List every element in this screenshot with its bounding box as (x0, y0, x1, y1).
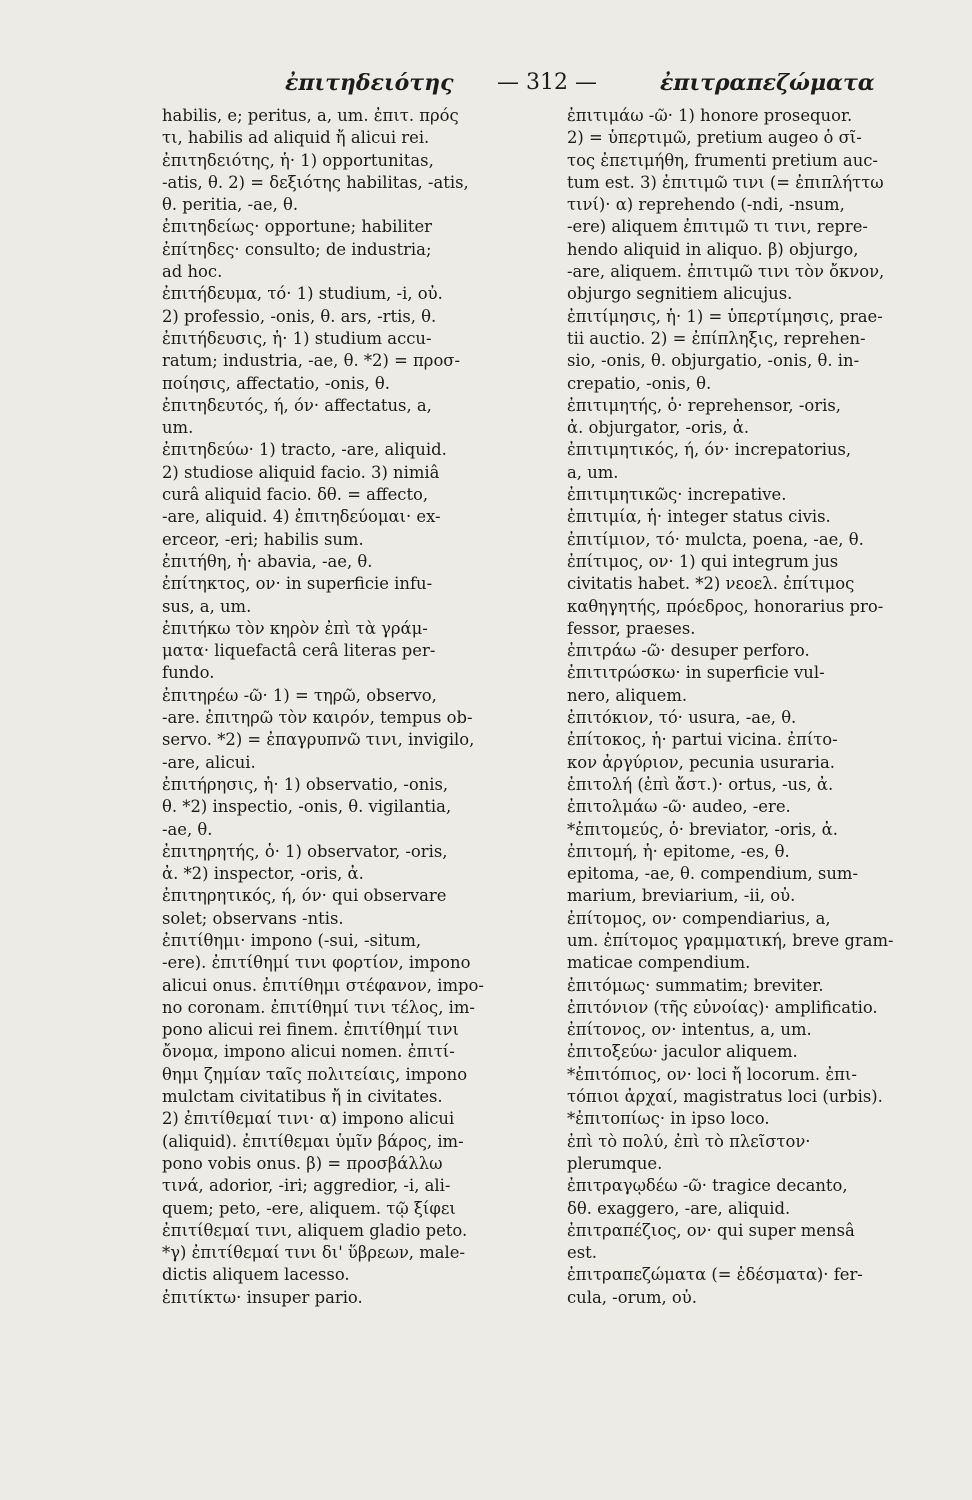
page-number: — 312 — (497, 70, 597, 95)
text-line: ἐπιτιμητής, ὁ· reprehensor, -oris, (567, 395, 841, 415)
text-line: ἐπιτόνιον (τῆς εὐνοίας)· amplificatio. (567, 997, 878, 1017)
text-line: ἐπιτολμάω -ῶ· audeo, -ere. (567, 797, 791, 817)
text-line: ἐπιτοξεύω· jaculor aliquem. (567, 1042, 798, 1062)
text-line: ἐπιτιμία, ἡ· integer status civis. (567, 507, 831, 527)
text-line: 2) studiose aliquid facio. 3) nimiâ (162, 462, 440, 482)
text-line: alicui onus. ἐπιτίθημι στέφανον, impo- (162, 975, 484, 995)
text-line: plerumque. (567, 1153, 663, 1173)
text-line: 2) ἐπιτίθεμαί τινι· α) impono alicui (162, 1109, 455, 1129)
text-line: ἐπιτραπέζιος, ον· qui super mensâ (567, 1220, 855, 1240)
text-line: ἐπιτομή, ἡ· epitome, -es, θ. (567, 841, 790, 861)
running-head-right: ἐπιτραπεζώματα (660, 70, 875, 96)
text-line: ἐπὶ τὸ πολύ, ἐπὶ τὸ πλεῖστον· (567, 1131, 811, 1151)
text-line: ἐπιτίθημι· impono (-sui, -situm, (162, 930, 422, 950)
text-line: no coronam. ἐπιτίθημί τινι τέλος, im- (162, 997, 475, 1017)
text-line: habilis, e; peritus, a, um. ἐπιτ. πρός (162, 106, 459, 125)
text-line: ἐπιτηδειότης, ἡ· 1) opportunitas, (162, 150, 434, 170)
text-line: ἐπιτίκτω· insuper pario. (162, 1287, 363, 1307)
text-line: ἐπιτήρησις, ἡ· 1) observatio, -onis, (162, 774, 449, 794)
text-line: θ. peritia, -ae, θ. (162, 195, 299, 215)
text-line: fundo. (162, 663, 215, 683)
text-line: *γ) ἐπιτίθεμαί τινι δι' ὕβρεων, male- (162, 1243, 466, 1263)
text-line: ἐπίτιμος, ον· 1) qui integrum jus (567, 551, 839, 571)
text-line: ἀ. objurgator, -oris, ἀ. (567, 418, 750, 438)
text-line: 2) professio, -onis, θ. ars, -rtis, θ. (162, 306, 437, 326)
text-line: erceor, -eri; habilis sum. (162, 529, 364, 549)
text-line: ἐπιτήδευσις, ἡ· 1) studium accu- (162, 328, 432, 348)
text-line: ἐπιτόμως· summatim; breviter. (567, 975, 824, 995)
right-column (567, 105, 952, 1309)
running-head-left: ἐπιτηδειότης (285, 70, 454, 96)
text-line: ratum; industria, -ae, θ. *2) = προσ- (162, 351, 461, 371)
text-line: ἐπιτολή (ἐπὶ ἄστ.)· ortus, -us, ἀ. (567, 774, 834, 794)
text-line: ἐπιτίμησις, ἡ· 1) = ὑπερτίμησις, prae- (567, 306, 883, 326)
text-line: τινί)· α) reprehendo (-ndi, -nsum, (567, 195, 845, 215)
text-line: ἐπίτονος, ον· intentus, a, um. (567, 1020, 812, 1040)
text-line: est. (567, 1243, 597, 1263)
text-line: pono vobis onus. β) = προσβάλλω (162, 1153, 443, 1173)
text-line: a, um. (567, 462, 619, 482)
text-line: nero, aliquem. (567, 685, 688, 705)
text-line: τινά, adorior, -iri; aggredior, -i, ali- (162, 1176, 451, 1196)
text-line: -ae, θ. (162, 819, 213, 839)
text-line: καθηγητής, πρόεδρος, honorarius pro- (567, 596, 884, 616)
text-line: κον ἀργύριον, pecunia usuraria. (567, 752, 835, 772)
text-line: ἐπιτόκιον, τό· usura, -ae, θ. (567, 708, 797, 728)
text-line: ἀ. *2) inspector, -oris, ἀ. (162, 864, 364, 884)
text-line: ἐπιτιμητικῶς· increpative. (567, 485, 787, 505)
text-line: cula, -orum, οὐ. (567, 1287, 697, 1307)
text-line: ἐπιτήθη, ἡ· abavia, -ae, θ. (162, 551, 373, 571)
text-line: ἐπιτήκω τὸν κηρὸν ἐπὶ τὰ γράμ- (162, 618, 428, 638)
text-line: solet; observans -ntis. (162, 908, 344, 928)
left-column (162, 105, 534, 1309)
text-line: mulctam civitatibus ἤ in civitates. (162, 1087, 443, 1107)
text-line: pono alicui rei finem. ἐπιτίθημί τινι (162, 1020, 459, 1040)
text-line: δθ. exaggero, -are, aliquid. (567, 1198, 791, 1218)
text-line: -ere). ἐπιτίθημί τινι φορτίον, impono (162, 953, 471, 973)
text-line: ἐπίτηδες· consulto; de industria; (162, 239, 432, 259)
text-line: civitatis habet. *2) νεοελ. ἐπίτιμος (567, 574, 855, 594)
text-line: servo. *2) = ἐπαγρυπνῶ τινι, invigilo, (162, 730, 475, 750)
text-line: um. ἐπίτομος γραμματική, breve gram- (567, 930, 894, 950)
text-line: *ἐπιτομεύς, ὁ· breviator, -oris, ἀ. (567, 819, 838, 839)
text-line: ἐπιτηδείως· opportune; habiliter (162, 217, 432, 237)
text-line: quem; peto, -ere, aliquem. τῷ ξίφει (162, 1198, 456, 1218)
text-line: epitoma, -ae, θ. compendium, sum- (567, 864, 858, 884)
text-line: ἐπιτηδευτός, ή, όν· affectatus, a, (162, 395, 432, 415)
text-line: ἐπιτηρητικός, ή, όν· qui observare (162, 886, 447, 906)
text-line: -are, alicui. (162, 752, 256, 772)
text-line: ad hoc. (162, 262, 223, 282)
text-line: curâ aliquid facio. δθ. = affecto, (162, 485, 429, 505)
text-line: τι, habilis ad aliquid ἤ alicui rei. (162, 128, 430, 148)
text-line: ἐπιτηρέω -ῶ· 1) = τηρῶ, observo, (162, 685, 437, 705)
text-line: (aliquid). ἐπιτίθεμαι ὑμῖν βάρος, im- (162, 1131, 464, 1151)
text-line: θ. *2) inspectio, -onis, θ. vigilantia, (162, 797, 452, 817)
text-line: fessor, praeses. (567, 618, 696, 638)
text-line: ἐπιτράω -ῶ· desuper perforo. (567, 641, 810, 661)
text-line: ἐπίτοκος, ἡ· partui vicina. ἐπίτο- (567, 730, 838, 750)
text-line: ἐπίτομος, ον· compendiarius, a, (567, 908, 831, 928)
text-line: -ere) aliquem ἐπιτιμῶ τι τινι, repre- (567, 217, 868, 237)
text-line: ἐπιτιμητικός, ή, όν· increpatorius, (567, 440, 852, 460)
text-line: sio, -onis, θ. objurgatio, -onis, θ. in- (567, 351, 860, 371)
text-line: ὄνομα, impono alicui nomen. ἐπιτί- (162, 1042, 455, 1062)
text-line: ἐπιτήδευμα, τό· 1) studium, -i, οὐ. (162, 284, 443, 304)
text-line: ἐπίτηκτος, ον· in superficie infu- (162, 574, 433, 594)
text-line: ἐπιτηδεύω· 1) tracto, -are, aliquid. (162, 440, 447, 460)
text-line: ἐπιτιμάω -ῶ· 1) honore prosequor. (567, 106, 853, 125)
text-line: maticae compendium. (567, 953, 751, 973)
text-line: ἐπιτραπεζώματα (= ἐδέσματα)· fer- (567, 1265, 863, 1285)
text-line: τος ἐπετιμήθη, frumenti pretium auc- (567, 150, 878, 170)
text-line: *ἐπιτόπιος, ον· loci ἤ locorum. ἐπι- (567, 1064, 857, 1084)
text-line: ματα· liquefactâ cerâ literas per- (162, 641, 436, 661)
text-line: -are, aliquem. ἐπιτιμῶ τινι τὸν ὄκνον, (567, 262, 885, 282)
text-line: 2) = ὑπερτιμῶ, pretium augeo ὁ σῖ- (567, 128, 862, 148)
text-line: tii auctio. 2) = ἐπίπληξις, reprehen- (567, 328, 866, 348)
text-line: *ἐπιτοπίως· in ipso loco. (567, 1109, 770, 1129)
text-line: ποίησις, affectatio, -onis, θ. (162, 373, 390, 393)
text-line: ἐπιτηρητής, ὁ· 1) observator, -oris, (162, 841, 448, 861)
text-line: um. (162, 418, 194, 438)
text-line: -atis, θ. 2) = δεξιότης habilitas, -atis, (162, 172, 469, 192)
text-line: tum est. 3) ἐπιτιμῶ τινι (= ἐπιπλήττω (567, 172, 884, 192)
text-line: sus, a, um. (162, 596, 252, 616)
text-line: ἐπιτίμιον, τό· mulcta, poena, -ae, θ. (567, 529, 864, 549)
text-line: θημι ζημίαν ταῖς πολιτείαις, impono (162, 1064, 468, 1084)
text-line: dictis aliquem lacesso. (162, 1265, 350, 1285)
text-line: marium, breviarium, -ii, οὐ. (567, 886, 796, 906)
text-line: ἐπιτίθεμαί τινι, aliquem gladio peto. (162, 1220, 468, 1240)
text-line: τόπιοι ἀρχαί, magistratus loci (urbis). (567, 1087, 883, 1107)
text-line: crepatio, -onis, θ. (567, 373, 712, 393)
text-line: -are. ἐπιτηρῶ τὸν καιρόν, tempus ob- (162, 708, 473, 728)
text-line: objurgo segnitiem alicujus. (567, 284, 793, 304)
text-line: ἐπιτιτρώσκω· in superficie vul- (567, 663, 825, 683)
text-line: -are, aliquid. 4) ἐπιτηδεύομαι· ex- (162, 507, 441, 527)
text-line: hendo aliquid in aliquo. β) objurgo, (567, 239, 859, 259)
text-line: ἐπιτραγῳδέω -ῶ· tragice decanto, (567, 1176, 848, 1196)
